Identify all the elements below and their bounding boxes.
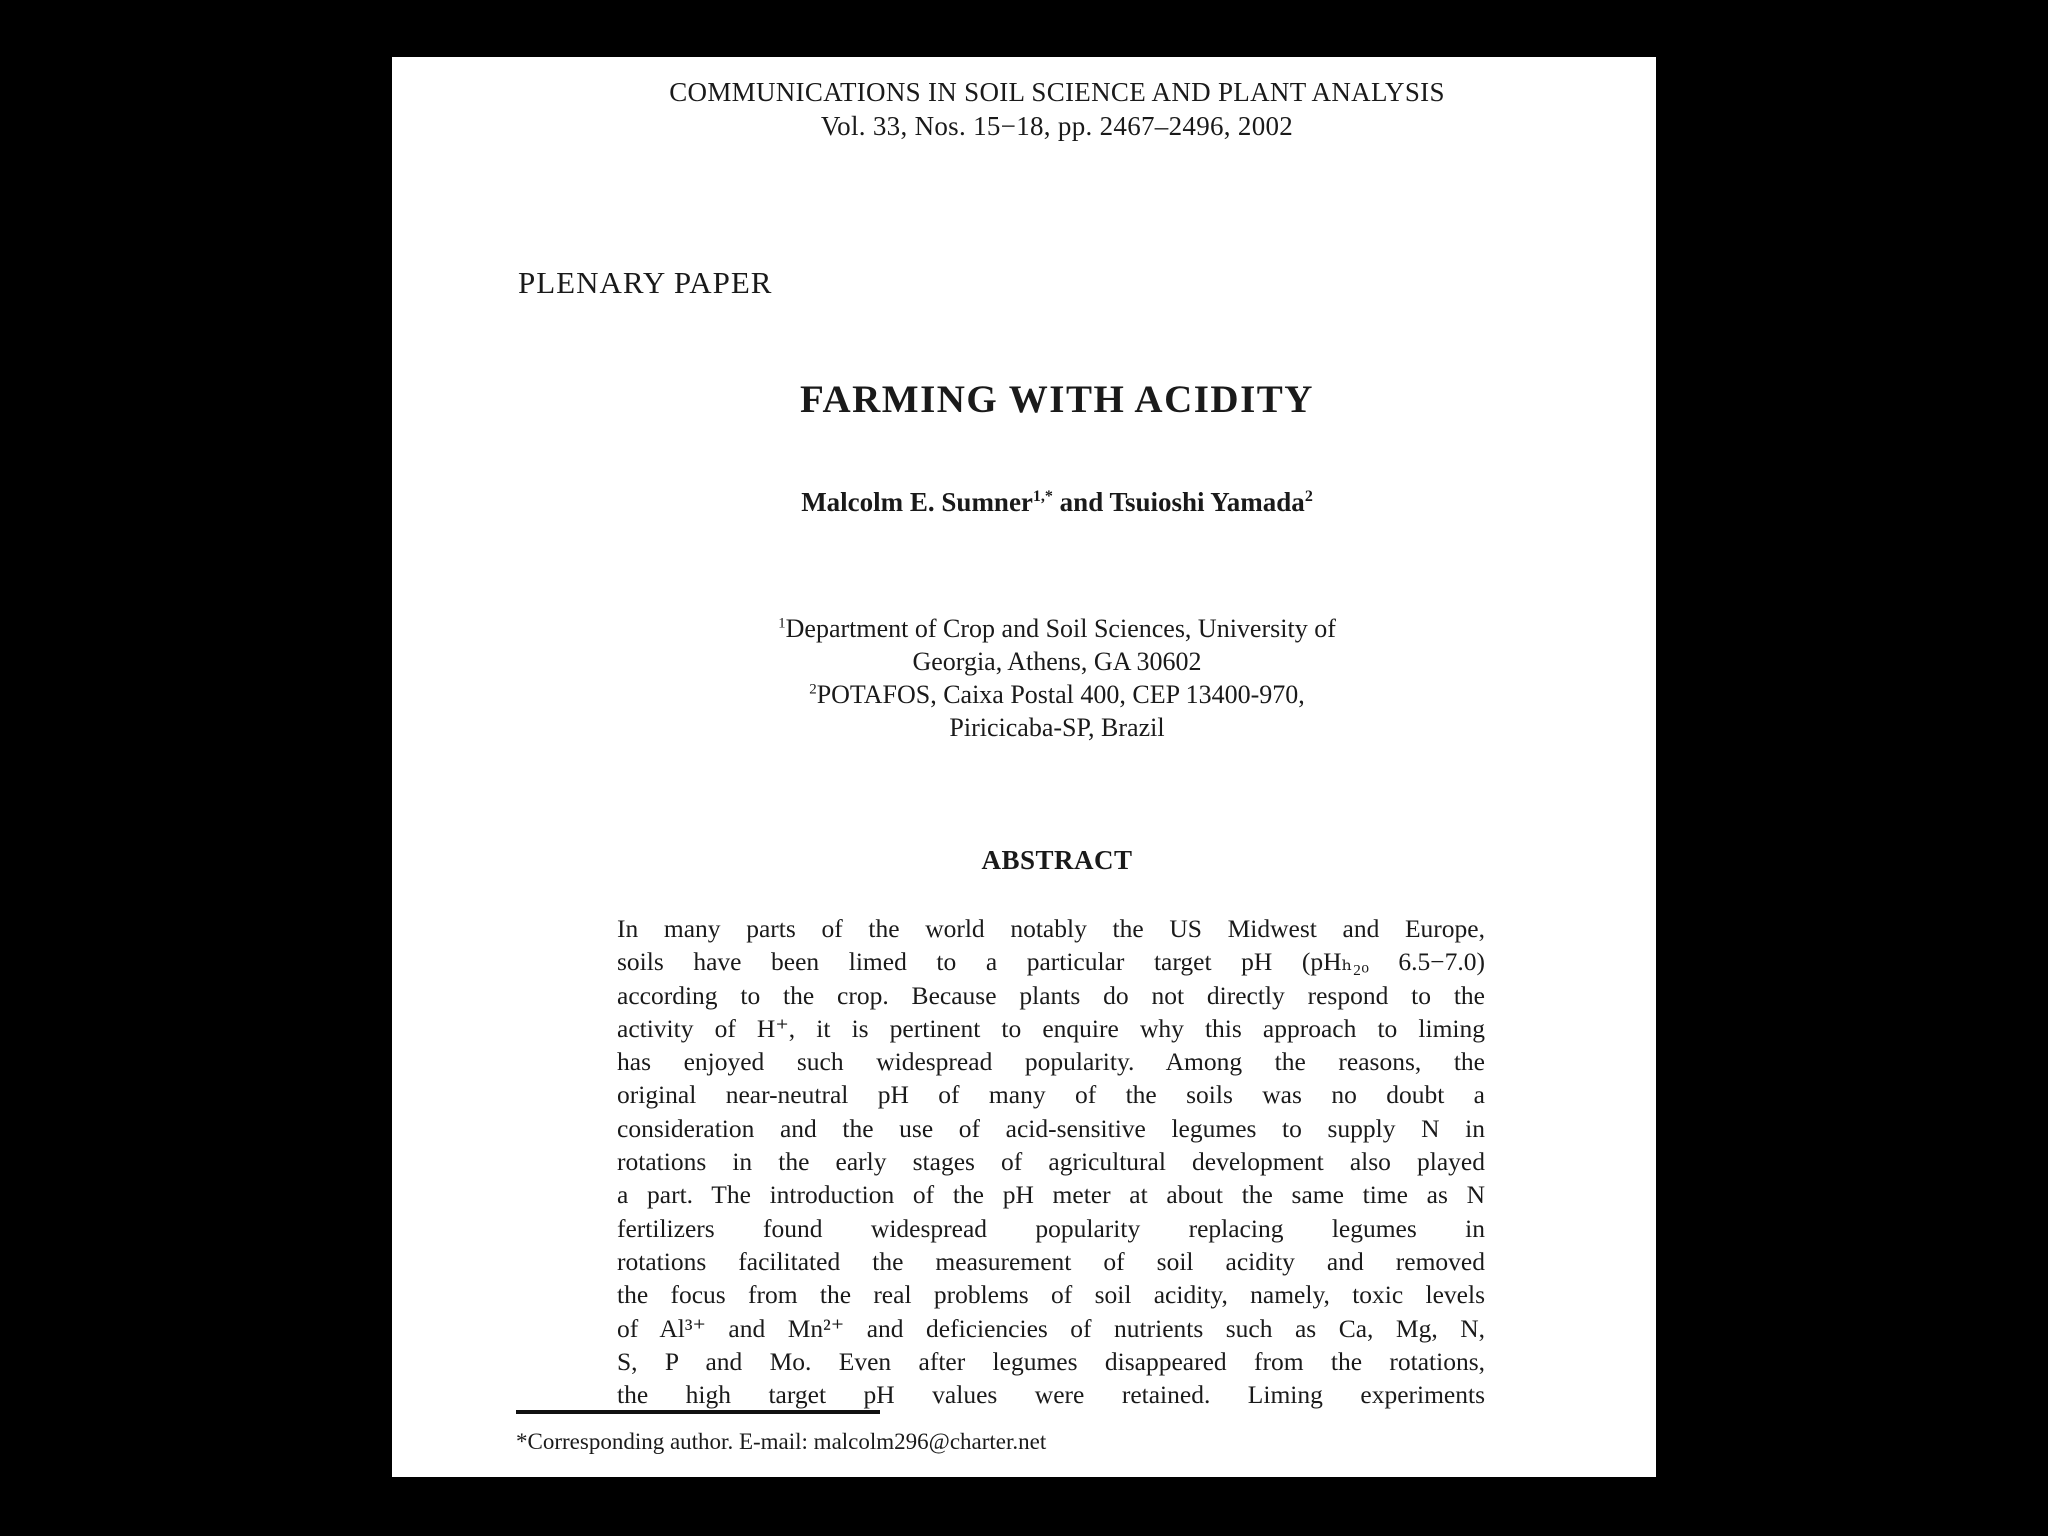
- affiliation-text: Department of Crop and Soil Sciences, University of: [785, 614, 1336, 643]
- abstract-line: according to the crop. Because plants do not directly respond to the: [617, 980, 1485, 1010]
- corresponding-author-footnote: *Corresponding author. E-mail: malcolm296@charter.net: [516, 1429, 1047, 1454]
- abstract-line: the high target pH values were retained. Liming experiments: [617, 1380, 1485, 1410]
- journal-name: COMMUNICATIONS IN SOIL SCIENCE AND PLANT ANALYSIS: [669, 77, 1445, 107]
- journal-header: [392, 75, 1656, 143]
- abstract-line: consideration and the use of acid-sensitive legumes to supply N in: [617, 1113, 1485, 1143]
- footnote-divider: [516, 1410, 880, 1414]
- abstract-line: fertilizers found widespread popularity replacing legumes in: [617, 1213, 1485, 1243]
- abstract-line: activity of H⁺, it is pertinent to enquire why this approach to liming: [617, 1013, 1485, 1043]
- section-label: PLENARY PAPER: [518, 265, 773, 300]
- author-connector: and: [1052, 487, 1110, 517]
- affiliation-mark: 1: [778, 615, 786, 632]
- abstract-line: rotations facilitated the measurement of soil acidity and removed: [617, 1246, 1485, 1276]
- affiliation-1-cont: Georgia, Athens, GA 30602: [912, 647, 1202, 676]
- abstract-line: a part. The introduction of the pH meter at about the same time as N: [617, 1180, 1485, 1210]
- abstract-heading: ABSTRACT: [981, 845, 1133, 875]
- affiliation-text: POTAFOS, Caixa Postal 400, CEP 13400-970,: [816, 680, 1305, 709]
- author-line: [392, 487, 1656, 518]
- abstract-line: soils have been limed to a particular target pH (pHₕ₂ₒ 6.5−7.0): [617, 947, 1485, 977]
- author-affiliation-mark: 1,*: [1032, 488, 1053, 505]
- affiliations: [392, 612, 1656, 744]
- journal-citation: Vol. 33, Nos. 15−18, pp. 2467–2496, 2002: [820, 111, 1294, 141]
- author-name: Malcolm E. Sumner: [801, 487, 1033, 517]
- author-name: Tsuioshi Yamada: [1109, 487, 1305, 517]
- paper-title: FARMING WITH ACIDITY: [800, 378, 1314, 421]
- abstract-body: [617, 912, 1485, 1411]
- affiliation-1: [458, 612, 1656, 645]
- abstract-line: S, P and Mo. Even after legumes disappeared from the rotations,: [617, 1346, 1485, 1376]
- abstract-line: rotations in the early stages of agricultural development also played: [617, 1147, 1485, 1177]
- abstract-line: of Al³⁺ and Mn²⁺ and deficiencies of nutrients such as Ca, Mg, N,: [617, 1313, 1485, 1343]
- abstract-line: the focus from the real problems of soil acidity, namely, toxic levels: [617, 1280, 1485, 1310]
- affiliation-2-cont: Piricicaba-SP, Brazil: [949, 713, 1165, 742]
- abstract-line: has enjoyed such widespread popularity. Among the reasons, the: [617, 1047, 1485, 1077]
- affiliation-mark: 2: [809, 681, 817, 698]
- abstract-line: In many parts of the world notably the US Midwest and Europe,: [617, 914, 1485, 943]
- paper-page: [392, 57, 1656, 1477]
- abstract-line: original near-neutral pH of many of the soils was no doubt a: [617, 1080, 1485, 1110]
- affiliation-2: [458, 678, 1656, 711]
- author-affiliation-mark: 2: [1304, 488, 1313, 505]
